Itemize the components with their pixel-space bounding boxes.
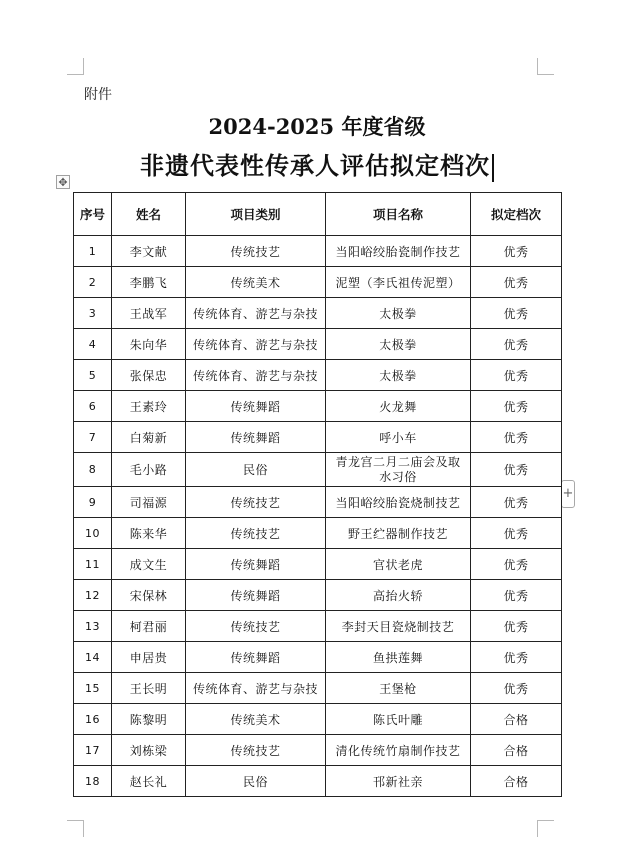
row-seq[interactable]: 3 <box>74 298 112 329</box>
row-project-line1: 青龙宫二月二庙会及取 <box>335 454 461 469</box>
row-grade[interactable]: 优秀 <box>471 422 562 453</box>
row-name[interactable]: 白菊新 <box>112 422 186 453</box>
row-project[interactable]: 陈氏叶雕 <box>326 704 471 735</box>
row-name[interactable]: 王战军 <box>112 298 186 329</box>
row-seq[interactable]: 15 <box>74 673 112 704</box>
row-name[interactable]: 成文生 <box>112 549 186 580</box>
row-project[interactable]: 当阳峪绞胎瓷制作技艺 <box>326 236 471 267</box>
row-name[interactable]: 陈黎明 <box>112 704 186 735</box>
row-seq[interactable]: 2 <box>74 267 112 298</box>
row-project[interactable]: 高抬火轿 <box>326 580 471 611</box>
table-row <box>74 422 562 453</box>
row-name[interactable]: 陈来华 <box>112 518 186 549</box>
row-category[interactable]: 传统技艺 <box>186 236 326 267</box>
move-cross-icon[interactable]: ✥ <box>56 175 70 189</box>
row-category[interactable]: 传统技艺 <box>186 735 326 766</box>
row-category[interactable]: 传统技艺 <box>186 487 326 518</box>
table-row <box>74 549 562 580</box>
row-project-line2: 水习俗 <box>379 469 417 484</box>
row-name[interactable]: 毛小路 <box>112 453 186 487</box>
row-category[interactable]: 民俗 <box>186 453 326 487</box>
row-name[interactable]: 李文献 <box>112 236 186 267</box>
row-grade[interactable]: 优秀 <box>471 487 562 518</box>
page-corner-mark-top-right <box>537 58 554 75</box>
row-seq[interactable]: 6 <box>74 391 112 422</box>
row-project[interactable]: 王堡枪 <box>326 673 471 704</box>
row-grade[interactable]: 优秀 <box>471 267 562 298</box>
row-category[interactable]: 传统体育、游艺与杂技 <box>186 360 326 391</box>
row-project[interactable]: 太极拳 <box>326 360 471 391</box>
row-project[interactable]: 太极拳 <box>326 298 471 329</box>
row-name[interactable]: 刘栋梁 <box>112 735 186 766</box>
table-row <box>74 673 562 704</box>
row-grade[interactable]: 优秀 <box>471 611 562 642</box>
table-row <box>74 580 562 611</box>
row-seq[interactable]: 5 <box>74 360 112 391</box>
row-grade[interactable]: 合格 <box>471 766 562 797</box>
table-row <box>74 518 562 549</box>
row-category[interactable]: 传统舞蹈 <box>186 642 326 673</box>
row-category[interactable]: 民俗 <box>186 766 326 797</box>
row-name[interactable]: 李鹏飞 <box>112 267 186 298</box>
title-line2-text: 非遗代表性传承人评估拟定档次 <box>140 151 490 180</box>
row-seq[interactable]: 8 <box>74 453 112 487</box>
table-row <box>74 329 562 360</box>
row-project[interactable]: 当阳峪绞胎瓷烧制技艺 <box>326 487 471 518</box>
row-seq[interactable]: 1 <box>74 236 112 267</box>
row-category[interactable]: 传统体育、游艺与杂技 <box>186 673 326 704</box>
row-project[interactable] <box>326 453 471 487</box>
document-title-line1: 2024-2025 年度省级 <box>208 114 426 139</box>
table-row <box>74 298 562 329</box>
table-row <box>74 735 562 766</box>
row-project[interactable]: 太极拳 <box>326 329 471 360</box>
row-project[interactable]: 清化传统竹扇制作技艺 <box>326 735 471 766</box>
row-category[interactable]: 传统美术 <box>186 704 326 735</box>
row-name[interactable]: 柯君丽 <box>112 611 186 642</box>
table-row <box>74 453 562 487</box>
row-name[interactable]: 申居贵 <box>112 642 186 673</box>
row-grade[interactable]: 优秀 <box>471 673 562 704</box>
row-category[interactable]: 传统美术 <box>186 267 326 298</box>
row-grade[interactable]: 优秀 <box>471 580 562 611</box>
table-row <box>74 642 562 673</box>
row-grade[interactable]: 合格 <box>471 704 562 735</box>
row-project[interactable]: 鱼拱莲舞 <box>326 642 471 673</box>
row-category[interactable]: 传统舞蹈 <box>186 549 326 580</box>
row-seq[interactable]: 18 <box>74 766 112 797</box>
row-name[interactable]: 宋保林 <box>112 580 186 611</box>
header-name: 姓名 <box>112 193 186 236</box>
row-category[interactable]: 传统技艺 <box>186 611 326 642</box>
header-category: 项目类别 <box>186 193 326 236</box>
text-cursor <box>492 154 494 182</box>
table-row <box>74 360 562 391</box>
header-seq: 序号 <box>74 193 112 236</box>
table-row <box>74 611 562 642</box>
row-category[interactable]: 传统技艺 <box>186 518 326 549</box>
row-project[interactable]: 李封天目瓷烧制技艺 <box>326 611 471 642</box>
row-seq[interactable]: 11 <box>74 549 112 580</box>
page-corner-mark-bottom-left <box>67 820 84 837</box>
row-seq[interactable]: 9 <box>74 487 112 518</box>
row-name[interactable]: 王素玲 <box>112 391 186 422</box>
row-name[interactable]: 朱向华 <box>112 329 186 360</box>
row-category[interactable]: 传统舞蹈 <box>186 580 326 611</box>
row-grade[interactable]: 优秀 <box>471 453 562 487</box>
plus-icon[interactable]: + <box>561 480 575 508</box>
row-seq[interactable]: 7 <box>74 422 112 453</box>
row-category[interactable]: 传统舞蹈 <box>186 422 326 453</box>
table-row <box>74 766 562 797</box>
row-seq[interactable]: 14 <box>74 642 112 673</box>
row-grade[interactable]: 优秀 <box>471 329 562 360</box>
assessment-table <box>73 192 562 797</box>
row-grade[interactable]: 优秀 <box>471 298 562 329</box>
row-project[interactable]: 呼小车 <box>326 422 471 453</box>
row-grade[interactable]: 合格 <box>471 735 562 766</box>
table-row <box>74 487 562 518</box>
row-project[interactable]: 野王纻器制作技艺 <box>326 518 471 549</box>
header-project: 项目名称 <box>326 193 471 236</box>
row-grade[interactable]: 优秀 <box>471 642 562 673</box>
row-seq[interactable]: 10 <box>74 518 112 549</box>
row-seq[interactable]: 16 <box>74 704 112 735</box>
row-project[interactable]: 邗新社亲 <box>326 766 471 797</box>
document-title-line2[interactable] <box>0 146 634 182</box>
row-project-wrapped <box>330 455 466 485</box>
row-project[interactable]: 官状老虎 <box>326 549 471 580</box>
row-name[interactable]: 王长明 <box>112 673 186 704</box>
header-grade: 拟定档次 <box>471 193 562 236</box>
table-row <box>74 267 562 298</box>
row-project[interactable]: 火龙舞 <box>326 391 471 422</box>
row-grade[interactable]: 优秀 <box>471 518 562 549</box>
row-category[interactable]: 传统体育、游艺与杂技 <box>186 298 326 329</box>
row-seq[interactable]: 17 <box>74 735 112 766</box>
page-corner-mark-bottom-right <box>537 820 554 837</box>
row-grade[interactable]: 优秀 <box>471 549 562 580</box>
table-row <box>74 704 562 735</box>
page-corner-mark-top-left <box>67 58 84 75</box>
attachment-label: 附件 <box>84 87 112 103</box>
row-category[interactable]: 传统体育、游艺与杂技 <box>186 329 326 360</box>
row-grade[interactable]: 优秀 <box>471 391 562 422</box>
row-grade[interactable]: 优秀 <box>471 236 562 267</box>
row-name[interactable]: 赵长礼 <box>112 766 186 797</box>
row-category[interactable]: 传统舞蹈 <box>186 391 326 422</box>
row-seq[interactable]: 12 <box>74 580 112 611</box>
table-row <box>74 236 562 267</box>
row-seq[interactable]: 13 <box>74 611 112 642</box>
row-grade[interactable]: 优秀 <box>471 360 562 391</box>
row-name[interactable]: 张保忠 <box>112 360 186 391</box>
table-header-row <box>74 193 562 236</box>
table-row <box>74 391 562 422</box>
row-name[interactable]: 司福源 <box>112 487 186 518</box>
row-seq[interactable]: 4 <box>74 329 112 360</box>
row-project[interactable]: 泥塑（李氏祖传泥塑） <box>326 267 471 298</box>
